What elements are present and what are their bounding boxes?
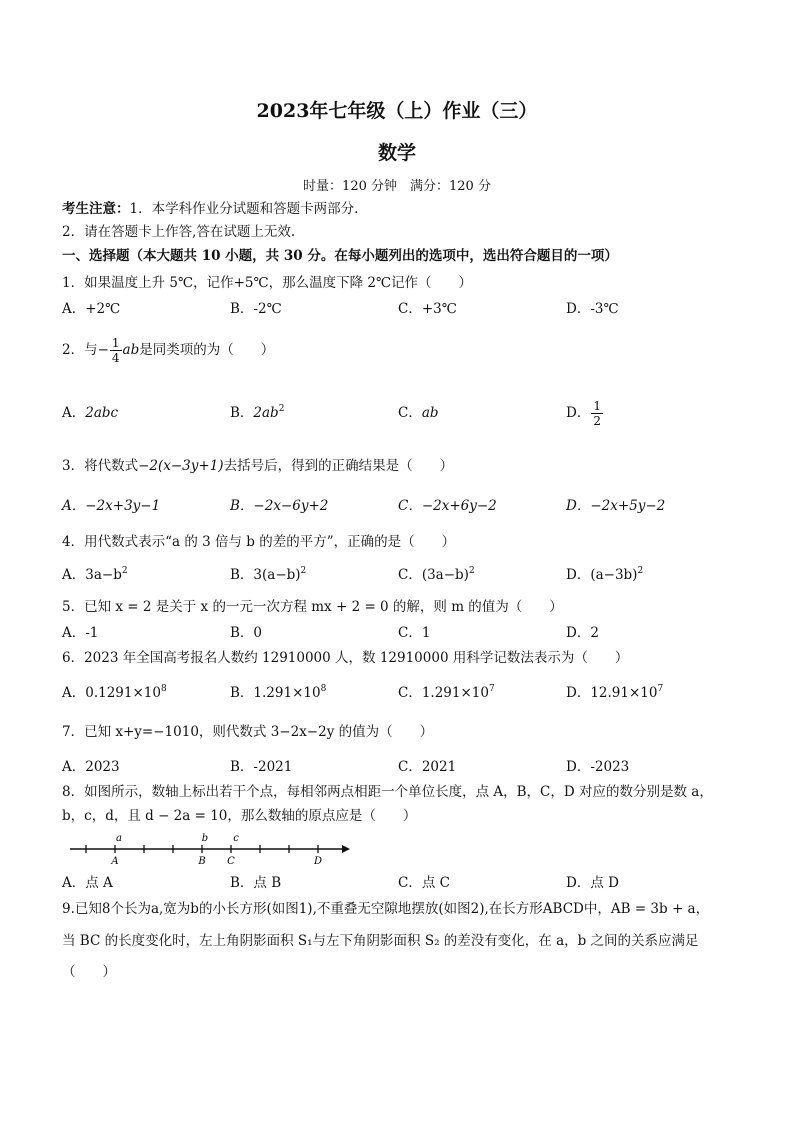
q9-line-1: 9.已知8个长为a,宽为b的小长方形(如图1),不重叠无空隙地摆放(如图2),在长方形ABCD中，AB = 3b + a，: [62, 901, 710, 917]
q6-opt-c-expr: C．1.291×10: [398, 685, 489, 701]
note-1: 1．本学科作业分试题和答题卡两部分.: [129, 201, 359, 217]
q4-opt-c-exp: 2: [468, 566, 475, 576]
q3-option-a: A．−2x+3y−1: [62, 498, 161, 514]
q2-opt-d-den: 2: [593, 414, 601, 428]
q2-opt-c-expr: ab: [421, 405, 439, 421]
q4-option-b: [230, 566, 306, 584]
q3-expr: −2(x−3y+1): [138, 458, 224, 474]
q8-line-1: 8．如图所示，数轴上标出若干个点，每相邻两点相距一个单位长度，点 A，B，C，D 对应的数分别是数 a，: [62, 784, 713, 800]
q2-opt-a-expr: 2abc: [85, 405, 119, 421]
q4-option-d: [566, 566, 643, 584]
q2-option-d: [566, 396, 604, 430]
q3-option-b: B．−2x−6y+2: [230, 498, 329, 514]
q4-opt-b-expr: B．3(a−b): [230, 567, 301, 583]
q2-frac-den: 4: [111, 351, 120, 365]
q4-option-c: [398, 566, 475, 584]
q5-stem: 5．已知 x = 2 是关于 x 的一元一次方程 mx + 2 = 0 的解，则 m 的值为（ ）: [62, 599, 563, 615]
q8-option-d: D．点 D: [566, 875, 619, 891]
q6-option-c: [398, 684, 495, 702]
q5-option-a: A．-1: [62, 625, 99, 641]
q6-opt-a-expr: A．0.1291×10: [62, 685, 161, 701]
number-line-figure: [66, 832, 356, 866]
q2-opt-d-fraction: [591, 399, 603, 428]
q4-opt-d-exp: 2: [637, 566, 644, 576]
q5-option-b: B．0: [230, 625, 263, 641]
q3-option-c: C．−2x+6y−2: [398, 498, 497, 514]
q8-option-b: B．点 B: [230, 875, 282, 891]
point-c-label: C: [227, 856, 235, 866]
q8-line-2: b，c，d，且 d − 2a = 10，那么数轴的原点应是（ ）: [62, 808, 417, 824]
q2-opt-b-exp: 2: [278, 404, 285, 414]
notes-label: 考生注意：: [62, 201, 130, 217]
page-title: 2023年七年级（上）作业（三）: [256, 100, 538, 122]
point-b-value-label: b: [201, 833, 209, 844]
q2-stem: [62, 333, 274, 367]
q2-fraction: [110, 336, 122, 365]
q8-option-c: C．点 C: [398, 875, 450, 891]
q6-opt-c-exp: 7: [488, 684, 495, 694]
notes-line-1: [62, 200, 358, 218]
section-heading: 一、选择题（本大题共 10 小题，共 30 分。在每小题列出的选项中，选出符合题目的一项）: [62, 248, 618, 264]
q7-option-c: C．2021: [398, 759, 457, 775]
q3-suffix: 去括号后，得到的正确结果是（ ）: [223, 458, 454, 474]
q8-option-a: A．点 A: [62, 875, 113, 891]
point-c-value-label: c: [233, 833, 239, 844]
exam-meta: 时量：120 分钟 满分：120 分: [303, 179, 491, 194]
q2-prefix: 2．与−: [62, 342, 109, 358]
q6-option-b: [230, 684, 326, 702]
q2-opt-d-label: D．: [566, 405, 591, 421]
q1-option-c: C．+3℃: [398, 301, 457, 317]
q4-stem: 4．用代数式表示“a 的 3 倍与 b 的差的平方”，正确的是（ ）: [62, 534, 456, 550]
subject-title: 数学: [377, 142, 416, 164]
q1-option-b: B．-2℃: [230, 301, 282, 317]
q2-opt-b-expr: 2ab: [253, 405, 279, 421]
note-2: 2．请在答题卡上作答,答在试题上无效.: [62, 224, 296, 240]
q1-option-d: D．-3℃: [566, 301, 619, 317]
q6-option-a: [62, 684, 167, 702]
q4-opt-a-expr: A．3a−b: [62, 567, 122, 583]
point-b-label: B: [198, 856, 206, 866]
q5-option-c: C．1: [398, 625, 431, 641]
q2-opt-a-label: A．: [62, 405, 86, 421]
q6-stem: 6．2023 年全国高考报名人数约 12910000 人，数 12910000 用科学记数法表示为（ ）: [62, 650, 629, 666]
q9-line-3: （ ）: [62, 964, 116, 980]
q1-stem: 1．如果温度上升 5℃，记作+5℃，那么温度下降 2℃记作（ ）: [62, 275, 473, 291]
q9-line-2: 当 BC 的长度变化时，左上角阴影面积 S₁与左下角阴影面积 S₂ 的差没有变化，在 a，b 之间的关系应满足: [62, 933, 699, 949]
point-a-label: A: [111, 856, 119, 866]
q1-option-a: A．+2℃: [62, 301, 121, 317]
point-d-label: D: [313, 856, 323, 866]
q6-opt-a-exp: 8: [160, 684, 167, 694]
q6-opt-b-exp: 8: [320, 684, 327, 694]
q3-stem: [62, 457, 453, 475]
q7-stem: 7．已知 x+y=−1010，则代数式 3−2x−2y 的值为（ ）: [62, 724, 434, 740]
q4-opt-c-expr: C．(3a−b): [398, 567, 469, 583]
q6-opt-d-exp: 7: [657, 684, 664, 694]
q2-suffix: 是同类项的为（ ）: [139, 342, 275, 358]
q2-opt-b-label: B．: [230, 405, 254, 421]
q6-opt-d-expr: D．12.91×10: [566, 685, 658, 701]
q4-opt-a-exp: 2: [121, 566, 128, 576]
q6-option-d: [566, 684, 663, 702]
number-line-arrow: [342, 845, 350, 853]
q2-option-b: [230, 404, 284, 422]
q2-var: ab: [122, 342, 140, 358]
q7-option-b: B．-2021: [230, 759, 293, 775]
q4-opt-b-exp: 2: [300, 566, 307, 576]
q2-option-c: [398, 404, 439, 422]
q3-option-d: D．−2x+5y−2: [566, 498, 666, 514]
q4-option-a: [62, 566, 128, 584]
q2-option-a: [62, 404, 118, 422]
q6-opt-b-expr: B．1.291×10: [230, 685, 321, 701]
q4-opt-d-expr: D．(a−3b): [566, 567, 638, 583]
q7-option-d: D．-2023: [566, 759, 630, 775]
q2-frac-num: 1: [111, 336, 120, 350]
q7-option-a: A．2023: [62, 759, 120, 775]
q2-opt-d-num: 1: [593, 399, 601, 413]
point-a-value-label: a: [116, 833, 122, 844]
q5-option-d: D．2: [566, 625, 599, 641]
q2-opt-c-label: C．: [398, 405, 422, 421]
q3-prefix: 3．将代数式: [62, 458, 139, 474]
